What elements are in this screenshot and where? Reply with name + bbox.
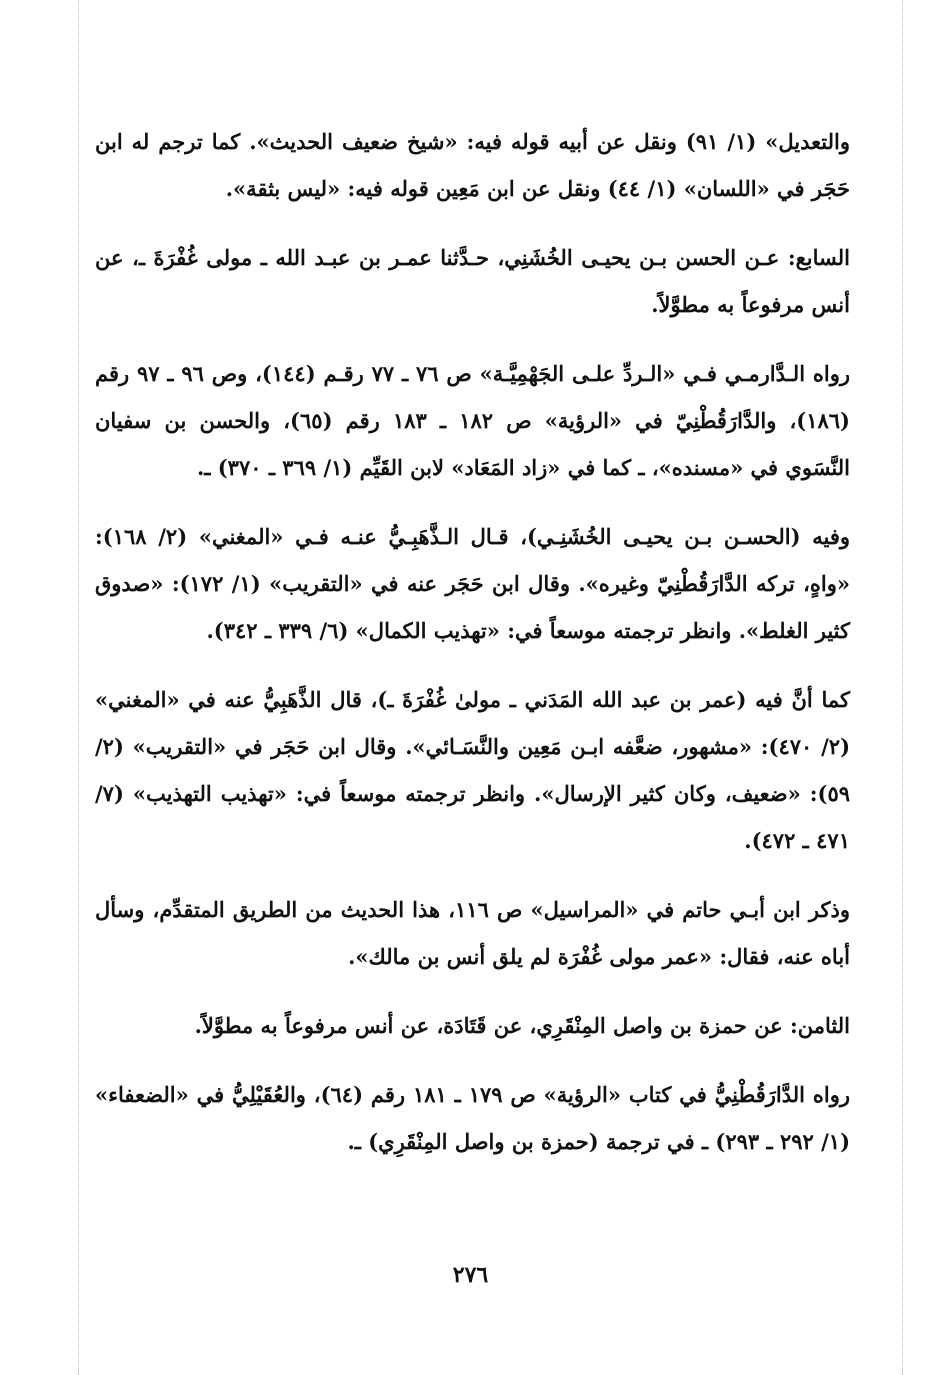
- paragraph-2: [95, 234, 850, 328]
- paragraph-text: رواه الـدَّارمـي فـي «الـردِّ علـى الجَهْمِيَّـة» ص ٧٦ ـ ٧٧ رقـم (١٤٤)، وص ٩٦ ـ ٩٧ رقم (١٨٦)، والدَّارَقُطْنِيّ في «الرؤية» ص ١٨٢ ـ ١٨٣ رقم (٦٥)، والحسن بن سفيان النَّسَوي في «مسنده»، ـ كما في «زاد المَعَاد» لابن القَيِّم (١/ ٣٦٩ ـ ٣٧٠) ـ.: [95, 361, 850, 480]
- paragraph-text: عن حمزة بن واصل المِنْقَرِي، عن قَتَادَة، عن أنس مرفوعاً به مطوَّلاً.: [194, 1013, 791, 1038]
- paragraph-5: [95, 676, 850, 864]
- paragraph-text: وذكر ابن أبـي حاتم في «المراسيل» ص ١١٦، هذا الحديث من الطريق المتقدِّم، وسأل أباه عنه، فقال: «عمر مولى غُفْرَة لم يلق أنس بن مالك».: [95, 897, 850, 969]
- paragraph-text: كما أنَّ فيه (عمر بن عبد الله المَدَني ـ مولىٰ غُفْرَةَ ـ)، قال الذَّهَبِيُّ عنه في «المغني» (٢/ ٤٧٠): «مشهور، ضعَّفه ابـن مَعِين والنَّسَـائي». وقال ابن حَجَر في «التقريب» (٢/ ٥٩): «ضعيف، وكان كثير الإرسال». وانظر ترجمته موسعاً في: «تهذيب التهذيب» (٧/ ٤٧١ ـ ٤٧٢).: [95, 687, 851, 853]
- paragraph-1: [95, 118, 850, 212]
- paragraph-7: [95, 1002, 850, 1049]
- paragraph-lead: الثامن:: [790, 1013, 850, 1038]
- paragraph-lead: السابع:: [787, 245, 850, 270]
- paragraph-3: [95, 350, 850, 491]
- paragraph-4: [95, 513, 850, 654]
- page-body: [95, 118, 850, 1187]
- left-margin-guide: [78, 0, 79, 1375]
- paragraph-text: عـن الحسن بـن يحيـى الخُشَنِي، حـدَّثنا عمـر بن عبـد الله ـ مولى غُفْرَةَ ـ، عن أنس مرفوعاً به مطوَّلاً.: [95, 245, 850, 317]
- page-number: ٢٧٦: [452, 1262, 489, 1288]
- paragraph-text: والتعديل» (١/ ٩١) ونقل عن أبيه قوله فيه: «شيخ ضعيف الحديث». كما ترجم له ابن حَجَر في «اللسان» (١/ ٤٤) ونقل عن ابن مَعِين قوله فيه: «ليس بثقة».: [95, 129, 850, 201]
- paragraph-text: رواه الدَّارَقُطْنِيُّ في كتاب «الرؤية» ص ١٧٩ ـ ١٨١ رقم (٦٤)، والعُقَيْلِيُّ في «الضعفاء» (١/ ٢٩٢ ـ ٢٩٣) ـ في ترجمة (حمزة بن واصل المِنْقَرِي) ـ.: [95, 1082, 850, 1154]
- paragraph-8: [95, 1071, 850, 1165]
- paragraph-6: [95, 886, 850, 980]
- paragraph-text: وفيه (الحسـن بـن يحيـى الخُشَنِـي)، قـال الـذَّهَبِـيُّ عنـه فـي «المغني» (٢/ ١٦٨): «واهٍ، تركه الدَّارَقُطْنِيّ وغيره». وقال ابن حَجَر عنه في «التقريب» (١/ ١٧٢): «صدوق كثير الغلط». وانظر ترجمته موسعاً في: «تهذيب الكمال» (٦/ ٣٣٩ ـ ٣٤٢).: [95, 524, 851, 643]
- right-margin-guide: [902, 0, 903, 1375]
